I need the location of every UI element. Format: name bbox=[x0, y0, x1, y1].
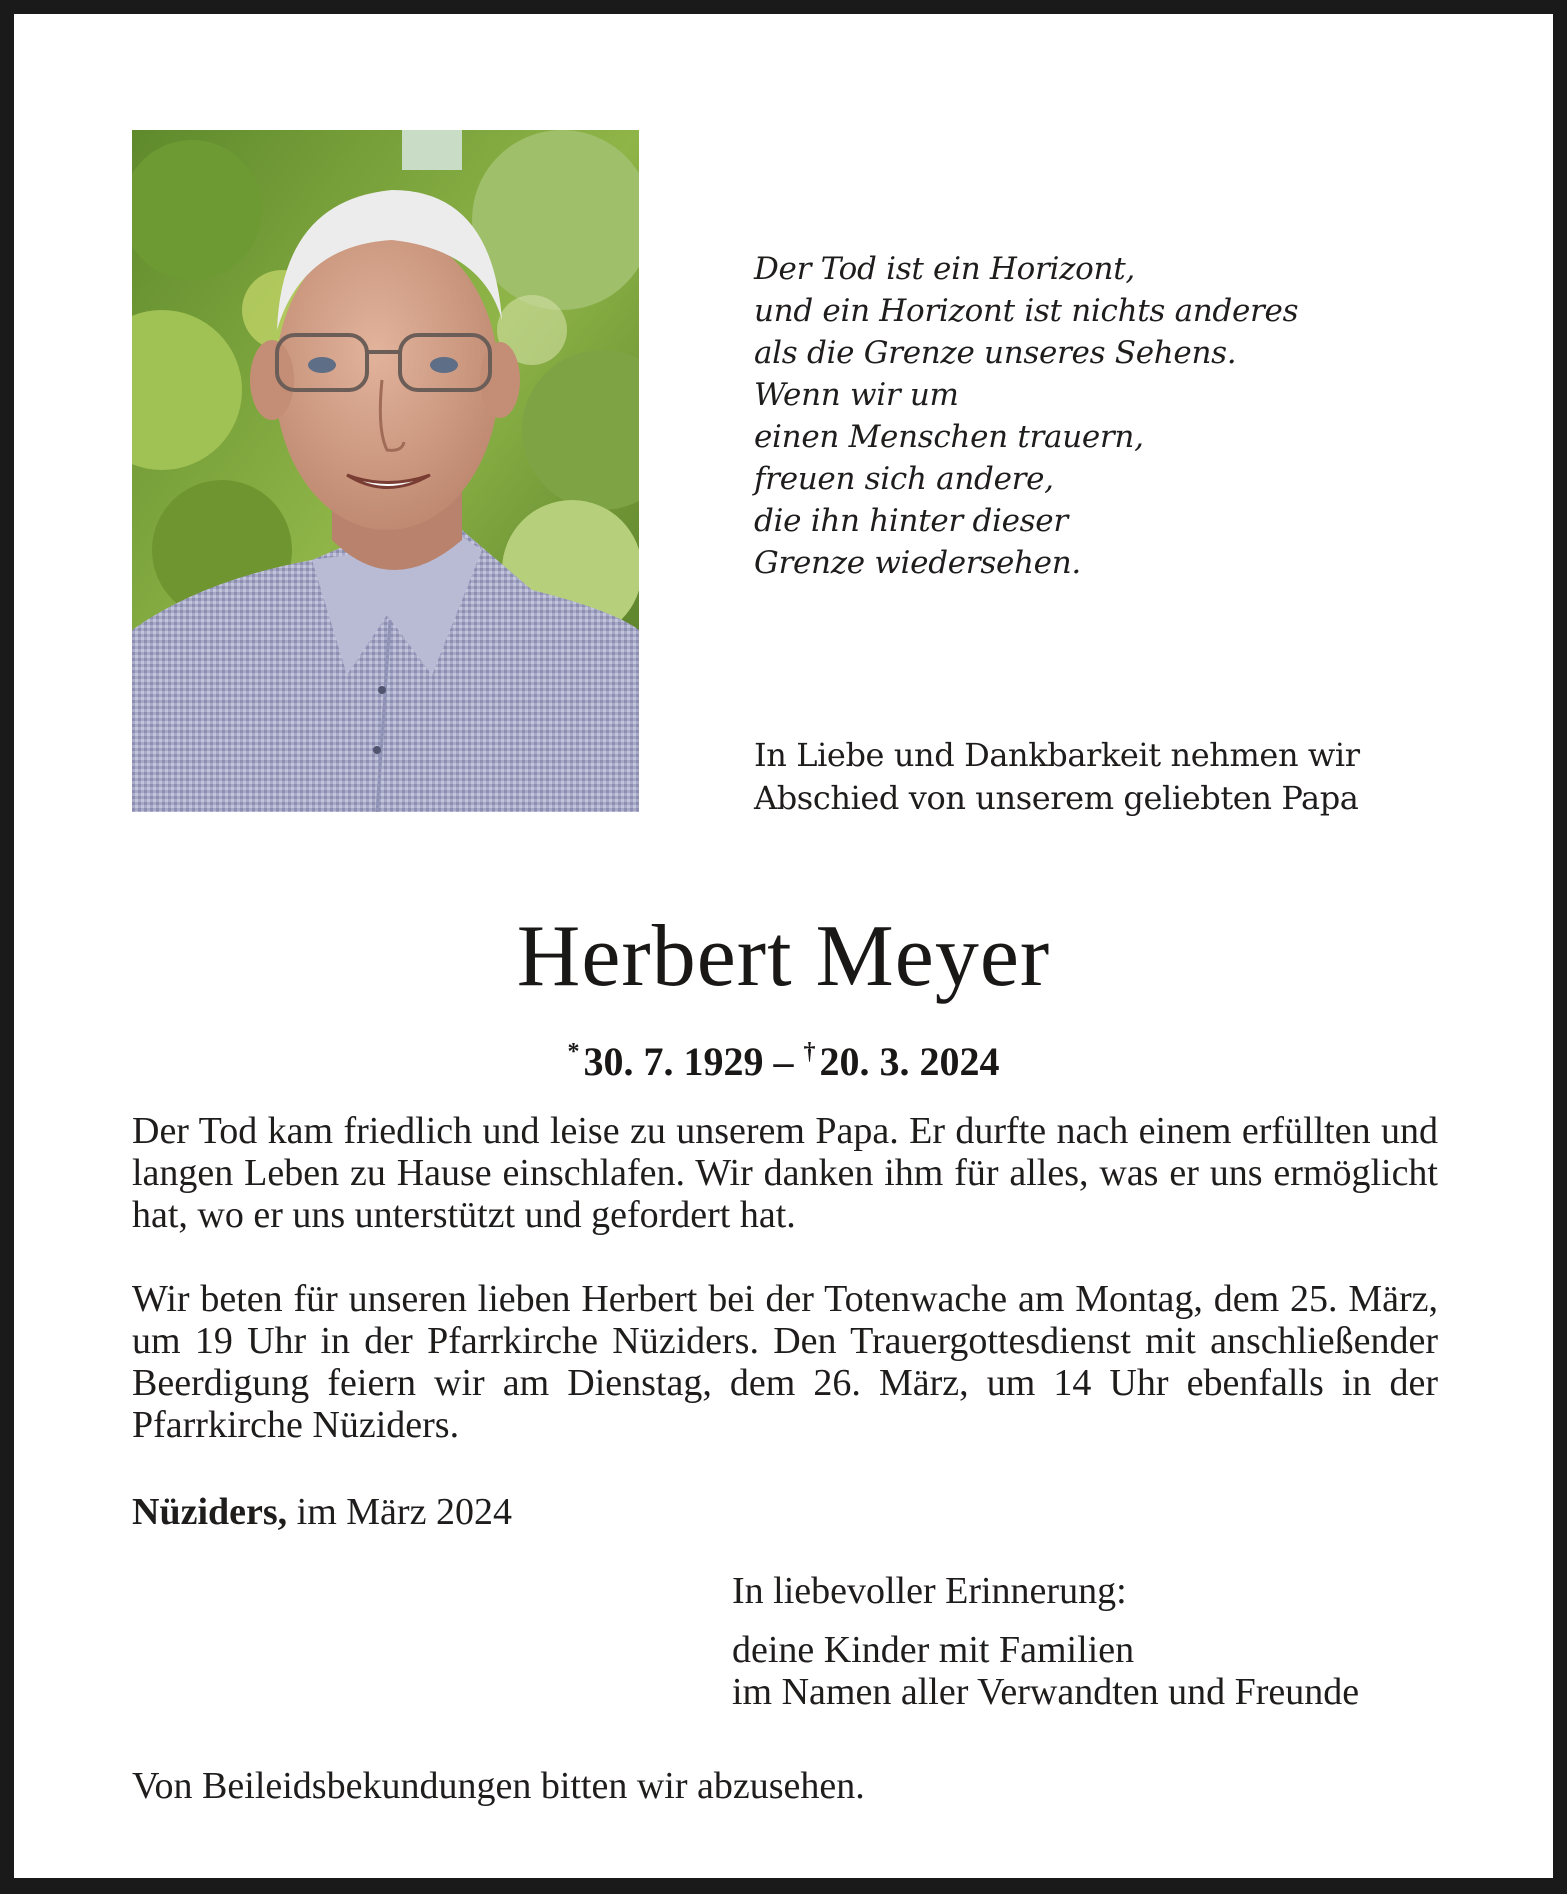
poem-line: Wenn wir um bbox=[754, 377, 959, 413]
place-month: im März 2024 bbox=[296, 1491, 512, 1533]
poem-line: als die Grenze unseres Sehens. bbox=[754, 335, 1237, 371]
signature-block bbox=[732, 1629, 1359, 1713]
signature-heading: In liebevoller Erinnerung: bbox=[732, 1570, 1127, 1612]
poem-line: freuen sich andere, bbox=[754, 461, 1054, 497]
poem-line: einen Menschen trauern, bbox=[754, 419, 1144, 455]
farewell-intro bbox=[754, 734, 1360, 820]
death-symbol: † bbox=[803, 1039, 816, 1065]
poem-line: die ihn hinter dieser bbox=[754, 503, 1068, 539]
footer-note: Von Beileidsbekundungen bitten wir abzusehen. bbox=[132, 1765, 865, 1807]
birth-symbol: * bbox=[567, 1039, 580, 1065]
paragraph-passing: Der Tod kam friedlich und leise zu unserem Papa. Er durfte nach einem erfüllten und langen Leben zu Hause einschlafen. Wir danken ihm für alles, was er uns ermöglicht hat, wo er uns unterstützt und gefordert hat. bbox=[132, 1110, 1438, 1236]
date-separator: – bbox=[773, 1039, 794, 1084]
poem-line: Grenze wiedersehen. bbox=[754, 545, 1081, 581]
death-date: 20. 3. 2024 bbox=[819, 1039, 1000, 1084]
paragraph-services: Wir beten für unseren lieben Herbert bei der Totenwache am Montag, dem 25. März, um 19 Uhr in der Pfarrkirche Nüziders. Den Trauergottesdienst mit anschließender Beerdigung feiern wir am Dienstag, dem 26. März, um 14 Uhr ebenfalls in der Pfarrkirche Nüziders. bbox=[132, 1278, 1438, 1446]
signature-line: deine Kinder mit Familien bbox=[732, 1629, 1135, 1671]
intro-line: Abschied von unserem geliebten Papa bbox=[754, 779, 1359, 817]
poem-line: Der Tod ist ein Horizont, bbox=[754, 251, 1135, 287]
place-date bbox=[132, 1490, 512, 1534]
life-dates bbox=[0, 1028, 1567, 1086]
deceased-name: Herbert Meyer bbox=[516, 908, 1051, 1005]
poem-quote bbox=[754, 248, 1298, 584]
poem-line: und ein Horizont ist nichts anderes bbox=[754, 293, 1299, 329]
signature-line: im Namen aller Verwandten und Freunde bbox=[732, 1671, 1360, 1713]
intro-line: In Liebe und Dankbarkeit nehmen wir bbox=[754, 736, 1360, 774]
portrait-photo bbox=[132, 130, 639, 812]
birth-date: 30. 7. 1929 bbox=[583, 1039, 764, 1084]
place-town: Nüziders, bbox=[132, 1491, 288, 1533]
